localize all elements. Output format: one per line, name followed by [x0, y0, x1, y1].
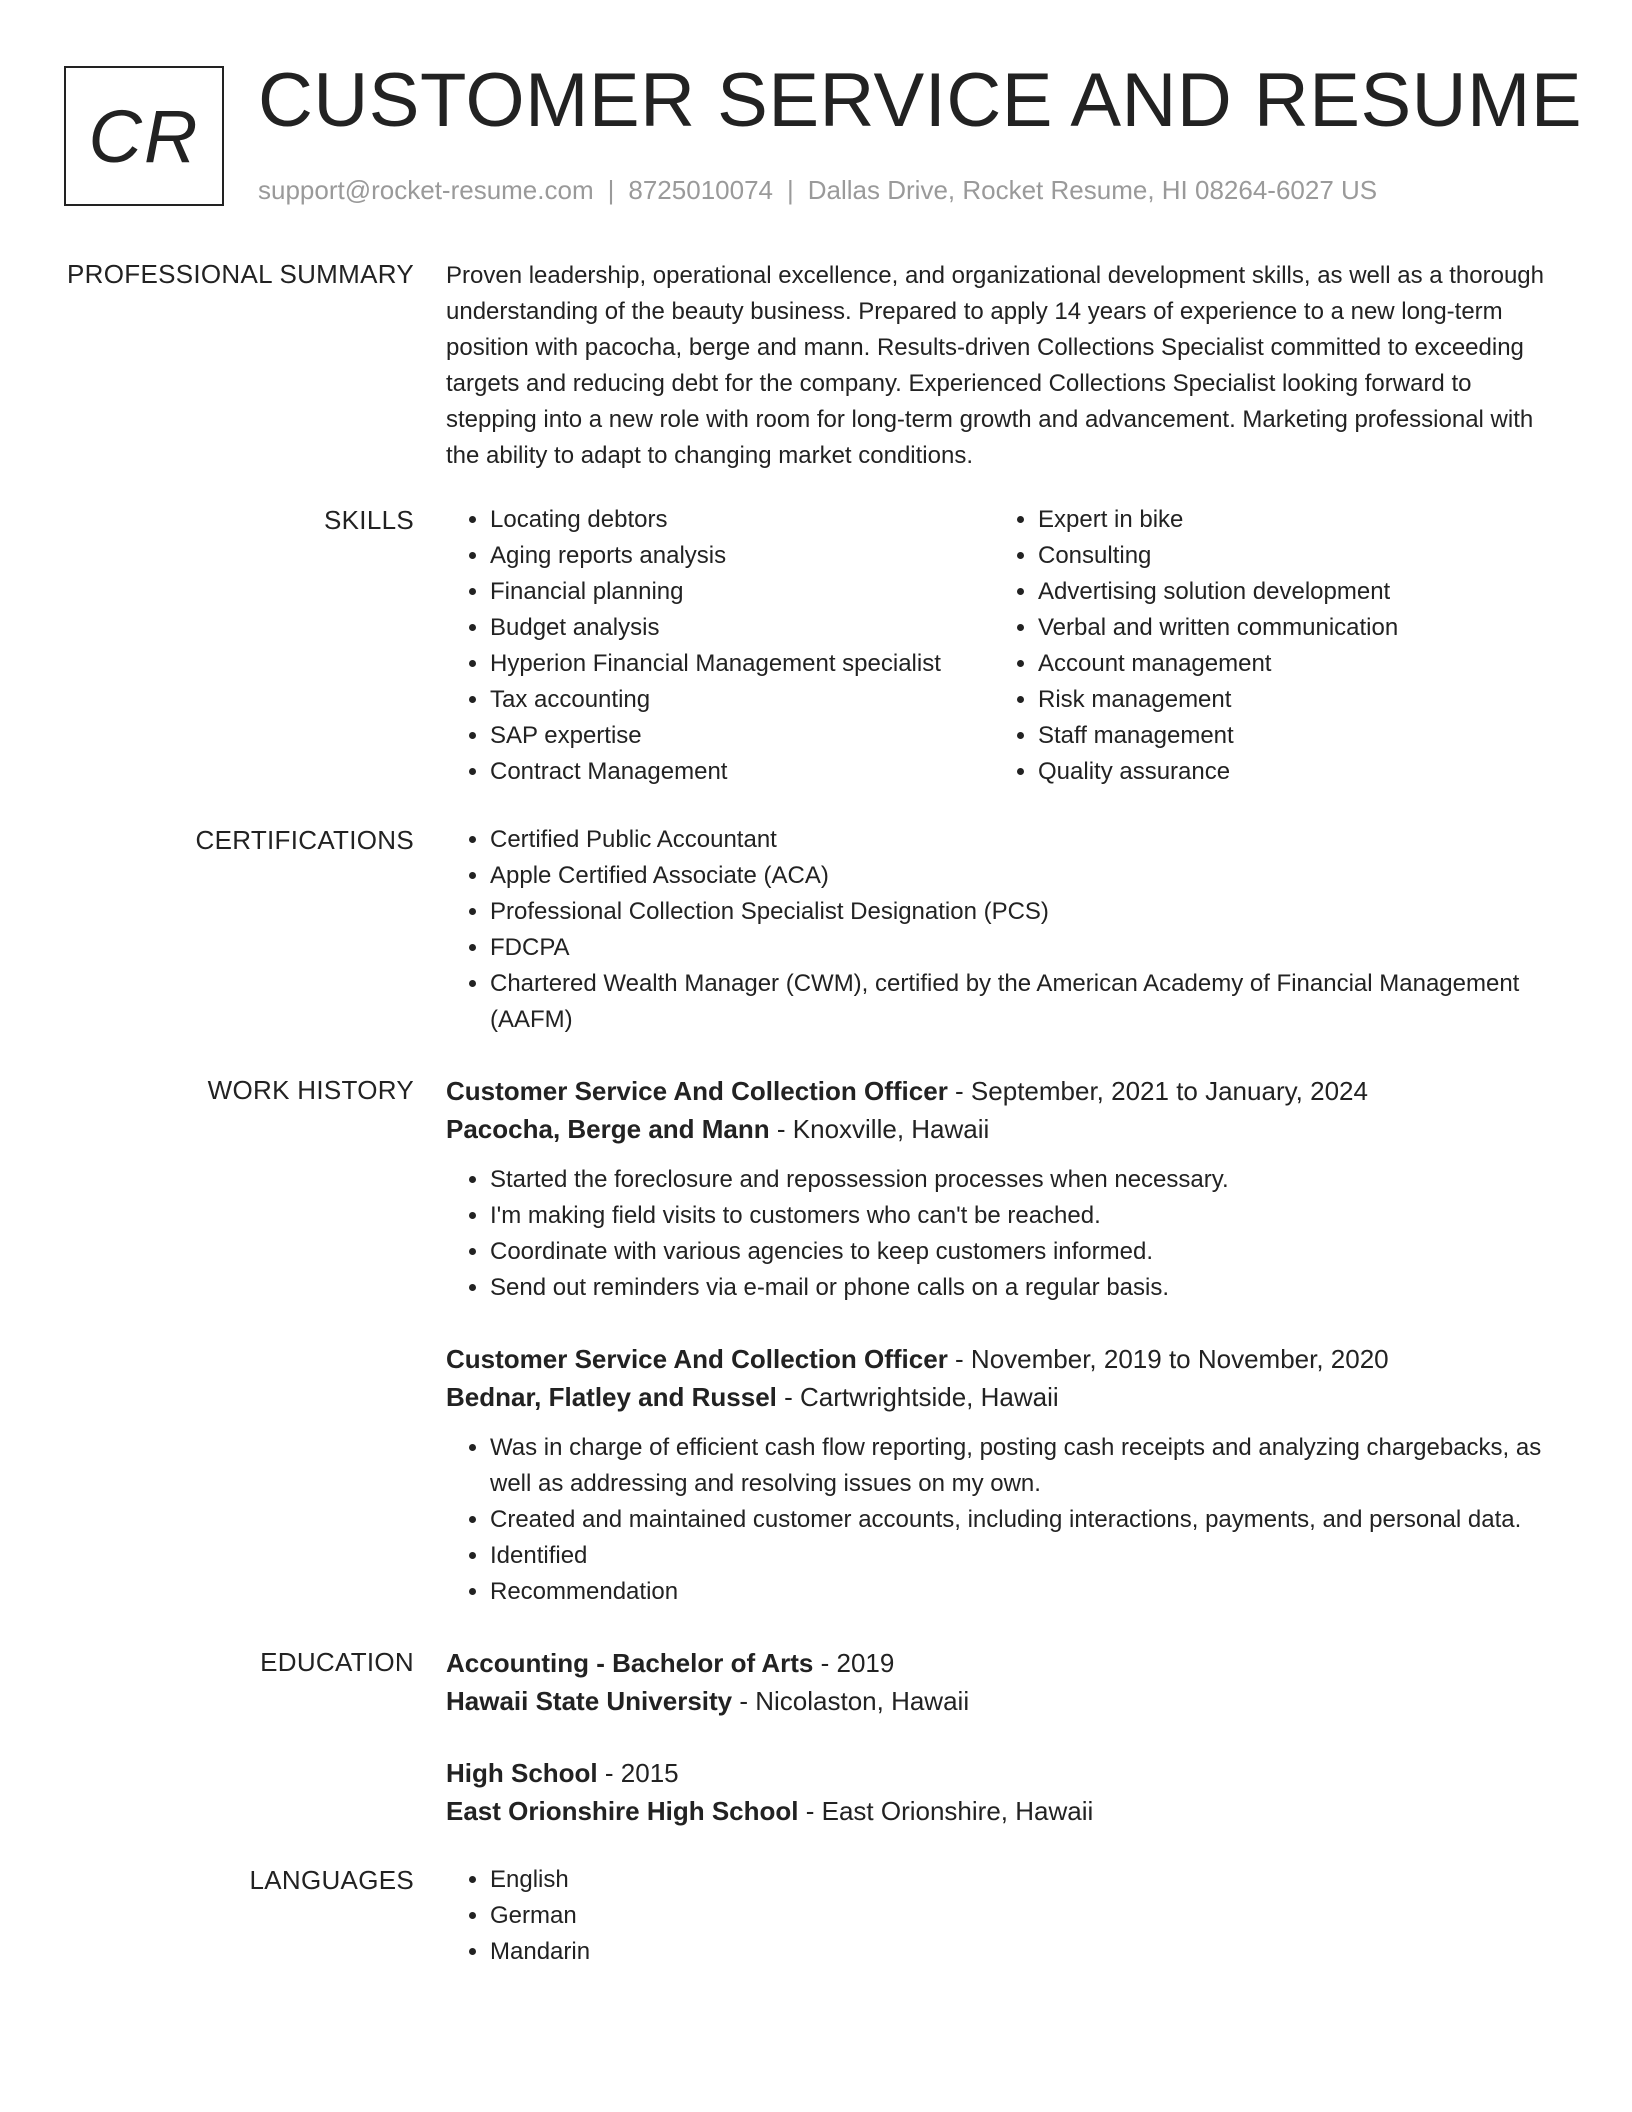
- school-location: - East Orionshire, Hawaii: [798, 1796, 1094, 1826]
- contact-separator: |: [607, 175, 615, 205]
- job-dates: - September, 2021 to January, 2024: [947, 1076, 1368, 1106]
- list-item: • Expert in bike: [1038, 502, 1398, 538]
- school-name: Hawaii State University: [446, 1686, 733, 1716]
- list-item: • Locating debtors: [490, 502, 994, 538]
- job-location: - Knoxville, Hawaii: [769, 1114, 990, 1144]
- list-item: • Send out reminders via e-mail or phone calls on a regular basis.: [490, 1270, 1558, 1306]
- job-bullets: [446, 1162, 1558, 1306]
- list-item: • FDCPA: [490, 930, 1558, 966]
- list-item: • Staff management: [1038, 718, 1398, 754]
- job-title-line: [446, 1340, 1558, 1378]
- section-label-summary: PROFESSIONAL SUMMARY: [67, 259, 414, 289]
- degree-year: - 2019: [813, 1648, 895, 1678]
- list-item: • Professional Collection Specialist Designation (PCS): [490, 894, 1558, 930]
- contact-separator: |: [787, 175, 794, 205]
- monogram-logo: CR: [64, 66, 224, 206]
- list-item: • German: [490, 1898, 1558, 1934]
- degree-line: [446, 1754, 1558, 1792]
- list-item: • Contract Management: [490, 754, 994, 790]
- degree-year: - 2015: [597, 1758, 679, 1788]
- list-item: • Mandarin: [490, 1934, 1558, 1970]
- list-item: • Certified Public Accountant: [490, 822, 1558, 858]
- skills-list-left: [446, 502, 994, 790]
- school-location: - Nicolaston, Hawaii: [732, 1686, 970, 1716]
- job-dates: - November, 2019 to November, 2020: [947, 1344, 1389, 1374]
- education-entry: [446, 1644, 1558, 1720]
- list-item: • Aging reports analysis: [490, 538, 994, 574]
- school-name: East Orionshire High School: [446, 1796, 799, 1826]
- list-item: • SAP expertise: [490, 718, 994, 754]
- degree-line: [446, 1644, 1558, 1682]
- list-item: • Consulting: [1038, 538, 1398, 574]
- list-item: • I'm making field visits to customers who can't be reached.: [490, 1198, 1558, 1234]
- job-company: Pacocha, Berge and Mann: [446, 1114, 770, 1144]
- job-entry: [446, 1340, 1558, 1610]
- education-entry: [446, 1754, 1558, 1830]
- job-title: Customer Service And Collection Officer: [446, 1344, 948, 1374]
- list-item: • Identified: [490, 1538, 1558, 1574]
- page-title: CUSTOMER SERVICE AND RESUME: [258, 58, 1583, 143]
- certifications-list: [446, 822, 1558, 1038]
- section-label-certifications: CERTIFICATIONS: [195, 825, 414, 855]
- degree-name: Accounting - Bachelor of Arts: [446, 1648, 814, 1678]
- job-title-line: [446, 1072, 1558, 1110]
- job-bullets: [446, 1430, 1558, 1610]
- list-item: • Recommendation: [490, 1574, 1558, 1610]
- list-item: • Started the foreclosure and repossession processes when necessary.: [490, 1162, 1558, 1198]
- list-item: • Risk management: [1038, 682, 1398, 718]
- section-label-languages: LANGUAGES: [249, 1865, 414, 1895]
- list-item: • Created and maintained customer accounts, including interactions, payments, and personal data.: [490, 1502, 1558, 1538]
- summary-text: Proven leadership, operational excellence, and organizational development skills, as well as a thorough understanding of the beauty business. Prepared to apply 14 years of experience to a new long-term position with pacocha, berge and mann. Results-driven Collections Specialist committed to exceeding targets and reducing debt for the company. Experienced Collections Specialist looking forward to stepping into a new role with room for long-term growth and advancement. Marketing professional with the ability to adapt to changing market conditions.: [446, 262, 1544, 469]
- skills-list-right: [994, 502, 1398, 790]
- contact-email: support@rocket-resume.com: [258, 175, 594, 205]
- section-label-education: EDUCATION: [260, 1647, 414, 1677]
- contact-address: Dallas Drive, Rocket Resume, HI 08264-6027 US: [807, 175, 1378, 205]
- skills-lists: [446, 502, 1558, 790]
- job-company-line: [446, 1378, 1558, 1416]
- degree-name: High School: [446, 1758, 598, 1788]
- section-label-work-history: WORK HISTORY: [207, 1075, 414, 1105]
- list-item: • Chartered Wealth Manager (CWM), certified by the American Academy of Financial Management (AAFM): [490, 966, 1558, 1038]
- languages-content: [446, 1862, 1558, 1970]
- list-item: • English: [490, 1862, 1558, 1898]
- list-item: • Quality assurance: [1038, 754, 1398, 790]
- job-company: Bednar, Flatley and Russel: [446, 1382, 777, 1412]
- job-entry: [446, 1072, 1558, 1306]
- list-item: • Hyperion Financial Management specialist: [490, 646, 994, 682]
- school-line: [446, 1792, 1558, 1830]
- job-location: - Cartwrightside, Hawaii: [776, 1382, 1059, 1412]
- list-item: • Account management: [1038, 646, 1398, 682]
- contact-phone: 8725010074: [628, 175, 773, 205]
- languages-list: [446, 1862, 1558, 1970]
- certifications-content: [446, 822, 1558, 1038]
- list-item: • Coordinate with various agencies to keep customers informed.: [490, 1234, 1558, 1270]
- list-item: • Budget analysis: [490, 610, 994, 646]
- job-title: Customer Service And Collection Officer: [446, 1076, 948, 1106]
- list-item: • Verbal and written communication: [1038, 610, 1398, 646]
- list-item: • Apple Certified Associate (ACA): [490, 858, 1558, 894]
- list-item: • Advertising solution development: [1038, 574, 1398, 610]
- job-company-line: [446, 1110, 1558, 1148]
- list-item: • Tax accounting: [490, 682, 994, 718]
- contact-line: [258, 172, 1377, 208]
- list-item: • Was in charge of efficient cash flow reporting, posting cash receipts and analyzing chargebacks, as well as addressing and resolving issues on my own.: [490, 1430, 1558, 1502]
- list-item: • Financial planning: [490, 574, 994, 610]
- section-label-skills: SKILLS: [324, 505, 414, 535]
- school-line: [446, 1682, 1558, 1720]
